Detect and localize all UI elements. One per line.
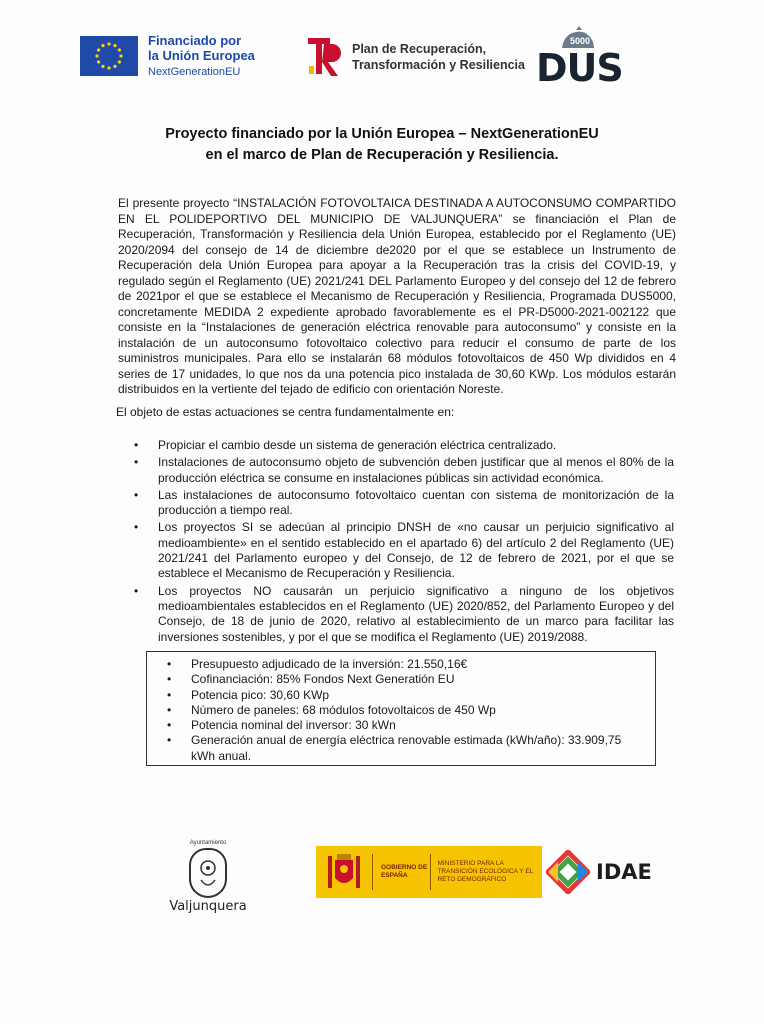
list-item: [124, 520, 674, 581]
idae-text: IDAE: [596, 860, 652, 884]
gobierno-label: GOBIERNO DE ESPAÑA: [380, 864, 428, 879]
project-description-paragraph: El presente proyecto “INSTALACIÓN FOTOVOLTAICA DESTINADA A AUTOCONSUMO COMPARTIDO EN EL POLIDEPORTIVO DEL MUNICIPIO DE VALJUNQUERA” se financiación el Plan de Recuperación, Transformación y Resiliencia dela Unión Europea, establecido por el Reglamento (UE) 2020/2094 del consejo de 14 de diciembre de2020 por el que se establece un Instrumento de Recuperación dela Unión Europea para apoyar a la Recuperación tras la crisis del COVID-19, y regulado según el Reglamento (UE) 2021/241 DEL Parlamento Europeo y del consejo del 12 de febrero de 2021por el que se establece el Mecanismo de Recuperación y Resiliencia, Programada DUS5000, concretamente MEDIDA 2 expediente aprobado favorablemente es el PR-D5000-2021-002122 que consiste en la “Instalaciones de generación eléctrica renovable para autoconsumo” y consiste en la instalación de un autoconsumo fotovoltaico colectivo para reducir el consumo de parte de los suministros municipales. Para ello se instalarán 68 módulos fotovoltaicos de 450 Wp divididos en 4 series de 17 unidades, lo que nos da una potencia pico instalada de 30,60 KWp. Los módulos estarán distribuidos en la vertiente del tejado de edificio con orientación Noreste.: [118, 196, 676, 396]
objectives-list: [124, 438, 674, 647]
prtr-logo-line1: Plan de Recuperación,: [352, 41, 487, 56]
bullet-icon: •: [167, 733, 172, 748]
summary-item-text: Cofinanciación: 85% Fondos Next Generatión EU: [191, 672, 455, 687]
footer-logos: [0, 838, 764, 918]
idae-logo: [546, 846, 658, 898]
list-item-text: Los proyectos NO causarán un perjuicio significativo a ninguno de los objetivos medioambientales establecidos en el Reglamento (UE) 2020/852, del Parlamento Europeo y del Consejo, de 18 de junio de 2020, relativo al establecimiento de un marco para facilitar las inversiones sostenibles, y por el que se modifica el Reglamento (UE) 2019/2088.: [158, 583, 674, 644]
summary-item: [147, 688, 655, 703]
project-summary-box: [146, 651, 656, 766]
title-line2: en el marco de Plan de Recuperación y Resiliencia.: [205, 147, 559, 163]
bullet-icon: •: [134, 438, 139, 452]
summary-item: [147, 657, 655, 672]
objectives-intro: El objeto de estas actuaciones se centra fundamentalmente en:: [116, 405, 455, 419]
bullet-icon: •: [167, 657, 172, 671]
eu-funding-logo: [80, 34, 255, 79]
dus-text: DUS: [536, 46, 623, 90]
eu-logo-line3: NextGenerationEU: [148, 65, 241, 78]
valjunquera-name: Valjunquera: [169, 899, 247, 914]
list-item: [124, 438, 674, 453]
eu-flag-icon: [80, 36, 138, 76]
list-item-text: Instalaciones de autoconsumo objeto de subvención deben justificar que al menos el 80% de la producción eléctrica se consume en instalaciones públicas sin actividad económica.: [158, 455, 674, 485]
valjunquera-small-label: Ayuntamiento: [189, 840, 227, 846]
summary-item: [147, 718, 655, 733]
document-title: [0, 124, 764, 166]
summary-item-text: Presupuesto adjudicado de la inversión: 21.550,16€: [191, 657, 468, 671]
spain-coat-of-arms-icon: [322, 850, 366, 894]
summary-list: [147, 652, 655, 764]
summary-item-text: Potencia pico: 30,60 KWp: [191, 687, 330, 702]
list-item-text: Las instalaciones de autoconsumo fotovoltaico cuentan con sistema de monitorización de la producción a tiempo real.: [158, 487, 674, 518]
list-item: [124, 455, 674, 486]
idae-mark-icon: [546, 850, 590, 894]
summary-item: [147, 733, 655, 764]
prtr-mark-icon: [306, 36, 344, 78]
summary-item-text: Generación anual de energía eléctrica renovable estimada (kWh/año): 33.909,75 kWh anual.: [191, 733, 622, 763]
bullet-icon: •: [134, 583, 139, 598]
eu-logo-line1: Financiado por: [148, 33, 242, 48]
bullet-icon: •: [167, 687, 172, 702]
prtr-logo: [306, 36, 525, 78]
valjunquera-logo: [168, 840, 248, 914]
gobierno-divider: [372, 854, 373, 890]
bullet-icon: •: [167, 718, 172, 733]
summary-item-text: Número de paneles: 68 módulos fotovoltaicos de 450 Wp: [191, 702, 496, 717]
list-item: [124, 488, 674, 519]
bullet-icon: •: [167, 702, 172, 717]
list-item-text: Propiciar el cambio desde un sistema de generación eléctrica centralizado.: [158, 438, 557, 452]
list-item: [124, 584, 674, 645]
title-line1: Proyecto financiado por la Unión Europea – NextGenerationEU: [165, 126, 599, 142]
prtr-logo-line2: Transformación y Resiliencia: [352, 58, 525, 72]
bullet-icon: •: [134, 455, 139, 470]
header-logos: [0, 24, 764, 94]
bullet-icon: •: [167, 672, 172, 687]
ministerio-divider: [430, 854, 431, 890]
bullet-icon: •: [134, 520, 139, 535]
eu-logo-line2: la Unión Europea: [148, 47, 255, 63]
gobierno-espana-logo: [316, 846, 542, 898]
summary-item-text: Potencia nominal del inversor: 30 kWn: [191, 718, 396, 733]
ministerio-label: MINISTERIO PARA LA TRANSICIÓN ECOLÓGICA Y EL RETO DEMOGRÁFICO: [437, 860, 534, 883]
list-item-text: Los proyectos SI se adecúan al principio DNSH de «no causar un perjuicio significativo al medioambiente» en el sentido establecido en el apartado 6) del artículo 2 del Reglamento (UE) 2021/241 del Parlamento europeo y del Consejo, de 12 de febrero de 2021, por el que se establece el Mecanismo de Recuperación y Resiliencia.: [158, 520, 674, 581]
dus5000-logo: [536, 24, 623, 90]
dus-badge: 5000: [570, 36, 591, 46]
summary-item: [147, 672, 655, 687]
summary-item: [147, 703, 655, 718]
bullet-icon: •: [134, 487, 139, 502]
crest-icon: [189, 848, 227, 898]
